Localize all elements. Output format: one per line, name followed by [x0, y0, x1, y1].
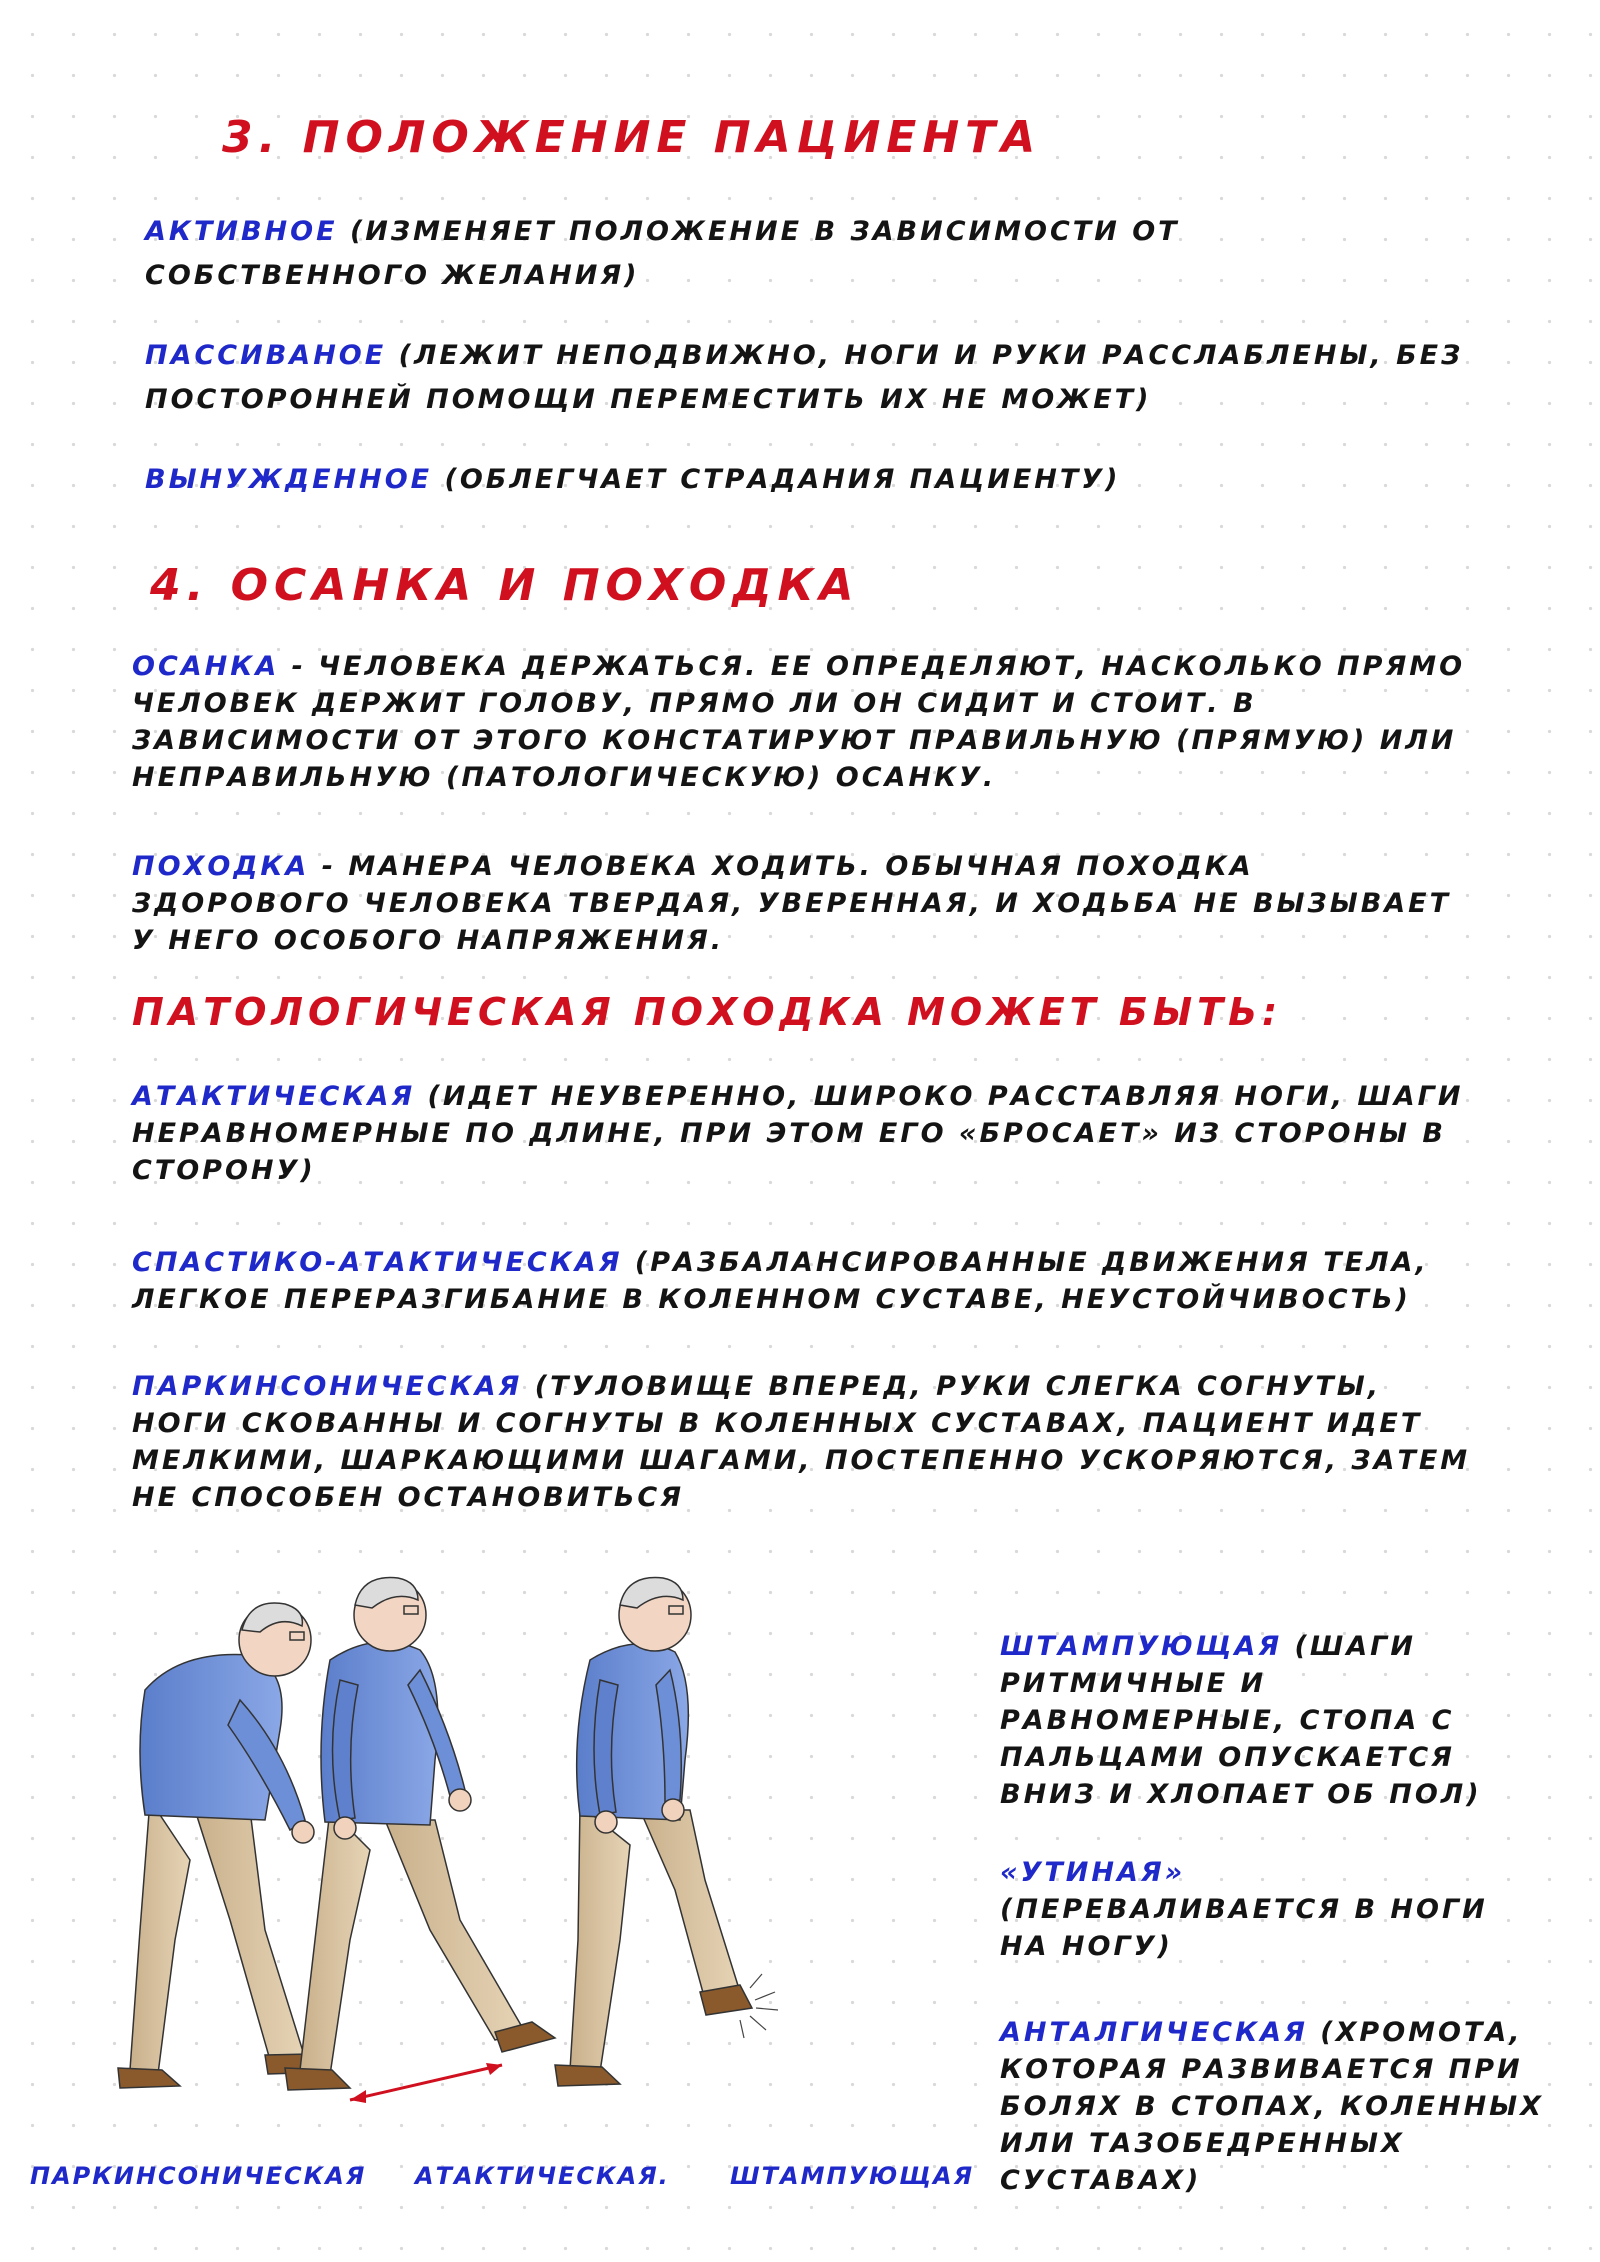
- figure-parkinsonian: [118, 1603, 330, 2088]
- term: СПАСТИКО-АТАКТИЧЕСКАЯ: [132, 1247, 623, 1278]
- term: ПАРКИНСОНИЧЕСКАЯ: [132, 1371, 523, 1402]
- figure-stamping: [555, 1578, 778, 2086]
- term: ОСАНКА: [132, 651, 280, 682]
- gait-ataxic: [132, 1078, 1482, 1189]
- desc: (ЛЕЖИТ НЕПОДВИЖНО, НОГИ И РУКИ РАССЛАБЛЕНЫ, БЕЗ ПОСТОРОННЕЙ ПОМОЩИ ПЕРЕМЕСТИТЬ ИХ НЕ МОЖЕТ): [145, 340, 1464, 415]
- gait-illustration: [100, 1560, 1000, 2140]
- desc: - ЧЕЛОВЕКА ДЕРЖАТЬСЯ. ЕЕ ОПРЕДЕЛЯЮТ, НАСКОЛЬКО ПРЯМО ЧЕЛОВЕК ДЕРЖИТ ГОЛОВУ, ПРЯМО ЛИ ОН СИДИТ И СТОИТ. В ЗАВИСИМОСТИ ОТ ЭТОГО КОНСТАТИРУЮТ ПРАВИЛЬНУЮ (ПРЯМУЮ) ИЛИ НЕПРАВИЛЬНУЮ (ПАТОЛОГИЧЕСКУЮ) ОСАНКУ.: [132, 651, 1466, 793]
- term: АНТАЛГИЧЕСКАЯ: [1000, 2017, 1308, 2048]
- gait-paragraph: [132, 848, 1482, 959]
- posture-paragraph: [132, 648, 1482, 796]
- desc: (ИЗМЕНЯЕТ ПОЛОЖЕНИЕ В ЗАВИСИМОСТИ ОТ СОБСТВЕННОГО ЖЕЛАНИЯ): [145, 216, 1180, 291]
- position-active: [145, 210, 1245, 298]
- section4-title: 4. ОСАНКА И ПОХОДКА: [150, 560, 860, 611]
- desc: (ХРОМОТА, КОТОРАЯ РАЗВИВАЕТСЯ ПРИ БОЛЯХ В СТОПАХ, КОЛЕННЫХ ИЛИ ТАЗОБЕДРЕННЫХ СУСТАВАХ): [1000, 2017, 1544, 2196]
- caption-ataxic: АТАКТИЧЕСКАЯ.: [415, 2162, 670, 2190]
- position-passive: [145, 334, 1485, 422]
- gait-duck: [1000, 1854, 1520, 1965]
- desc: (ШАГИ РИТМИЧНЫЕ И РАВНОМЕРНЫЕ, СТОПА С ПАЛЬЦАМИ ОПУСКАЕТСЯ ВНИЗ И ХЛОПАЕТ ОБ ПОЛ): [1000, 1631, 1482, 1810]
- pathological-gait-title: ПАТОЛОГИЧЕСКАЯ ПОХОДКА МОЖЕТ БЫТЬ:: [132, 990, 1283, 1034]
- gait-stamping: [1000, 1628, 1520, 1813]
- figure-ataxic: [285, 1578, 555, 2103]
- term: ПАССИВАНОЕ: [145, 340, 387, 371]
- gait-illustration-svg: [100, 1560, 1000, 2140]
- section3-title: 3. ПОЛОЖЕНИЕ ПАЦИЕНТА: [222, 112, 1042, 163]
- gait-parkinsonian: [132, 1368, 1482, 1516]
- term: ШТАМПУЮЩАЯ: [1000, 1631, 1283, 1662]
- gait-antalgic: [1000, 2014, 1560, 2199]
- caption-stamping: ШТАМПУЮЩАЯ: [730, 2162, 975, 2190]
- gait-spastic-ataxic: [132, 1244, 1482, 1318]
- desc: (ИДЕТ НЕУВЕРЕННО, ШИРОКО РАССТАВЛЯЯ НОГИ, ШАГИ НЕРАВНОМЕРНЫЕ ПО ДЛИНЕ, ПРИ ЭТОМ ЕГО «БРОСАЕТ» ИЗ СТОРОНЫ В СТОРОНУ): [132, 1081, 1464, 1186]
- caption-parkinsonian: ПАРКИНСОНИЧЕСКАЯ: [30, 2162, 367, 2190]
- position-forced: [145, 458, 1485, 502]
- desc: (ОБЛЕГЧАЕТ СТРАДАНИЯ ПАЦИЕНТУ): [432, 464, 1121, 495]
- desc: - МАНЕРА ЧЕЛОВЕКА ХОДИТЬ. ОБЫЧНАЯ ПОХОДКА ЗДОРОВОГО ЧЕЛОВЕКА ТВЕРДАЯ, УВЕРЕННАЯ, И ХОДЬБА НЕ ВЫЗЫВАЕТ У НЕГО ОСОБОГО НАПРЯЖЕНИЯ.: [132, 851, 1452, 956]
- desc: (ТУЛОВИЩЕ ВПЕРЕД, РУКИ СЛЕГКА СОГНУТЫ, НОГИ СКОВАННЫ И СОГНУТЫ В КОЛЕННЫХ СУСТАВАХ, ПАЦИЕНТ ИДЕТ МЕЛКИМИ, ШАРКАЮЩИМИ ШАГАМИ, ПОСТЕПЕННО УСКОРЯЮТСЯ, ЗАТЕМ НЕ СПОСОБЕН ОСТАНОВИТЬСЯ: [132, 1371, 1471, 1513]
- term: ПОХОДКА: [132, 851, 310, 882]
- desc: (РАЗБАЛАНСИРОВАННЫЕ ДВИЖЕНИЯ ТЕЛА, ЛЕГКОЕ ПЕРЕРАЗГИБАНИЕ В КОЛЕННОМ СУСТАВЕ, НЕУСТОЙЧИВОСТЬ): [132, 1247, 1429, 1315]
- desc: (ПЕРЕВАЛИВАЕТСЯ В НОГИ НА НОГУ): [1000, 1894, 1488, 1962]
- term: «УТИНАЯ»: [1000, 1857, 1186, 1888]
- term: АТАКТИЧЕСКАЯ: [132, 1081, 416, 1112]
- term: АКТИВНОЕ: [145, 216, 338, 247]
- term: ВЫНУЖДЕННОЕ: [145, 464, 433, 495]
